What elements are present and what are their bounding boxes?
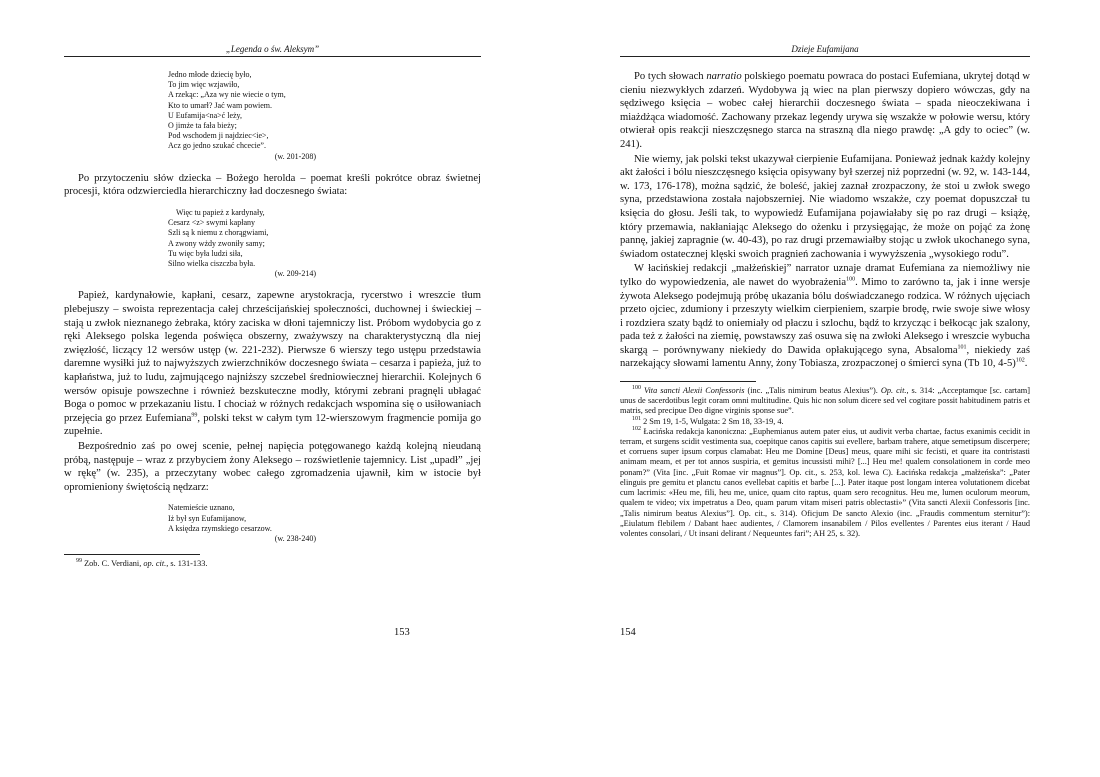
footnote — [620, 417, 1030, 427]
header-rule — [620, 56, 1030, 57]
verse-line: Pod wschodem ji najdziec<ie>, — [168, 131, 269, 141]
paragraph-text — [620, 70, 1030, 152]
verse-line: A rzekąc: „Aza wy nie wiecie o tym, — [168, 90, 286, 100]
paragraph-text-part: Papież, kardynałowie, kapłani, cesarz, zapewne arystokracja, rycerstwo i wreszcie tłum plebejuszy – swoista reprezentacja całej chrześcijańskiej społeczności, duchownej i świeckiej – stają u zwłok nieznanego żebraka, który zaciska w dłoni tajemniczy list. Próbom wydobycia go z ręki Aleksego polska legenda poświęca obszerny, zważywszy na charakterystyczną dla niej zwięzłość, liczący 12 wersów ustęp (w. 221-232). Pierwsze 6 wierszy tego ustępu przedstawia daremne wysiłki już to najwyższych zwierzchników doczesnego świata – cesarza i papieża, już to kapłaństwa, już to ludu, zajmującego najniższy szczebel średniowiecznej hierarchii. Kolejnych 6 wersów opisuje powszechne i również bezskuteczne modły, którymi zebrani pragnęli ubłagać Boga o pomoc w przekazaniu listu. I chociaż w różnych redakcjach wspomina się o usiłowaniach przejęcia go przez Eufemiana — [64, 290, 481, 424]
footnote-area — [620, 381, 1030, 539]
footnote-area — [64, 554, 481, 569]
verse-line: Cesarz <z> swymi kapłany — [168, 218, 255, 228]
right-text-column — [620, 70, 1030, 539]
verse-line: Kto to umarł? Jać wam powiem. — [168, 100, 272, 110]
footnote-text: Łacińska redakcja kanoniczna: „Euphemianus autem pater eius, ut audivit verba chartae, factus exanimis cecidit in terram, et surgens scidit vestimenta sua, coepitque canos capitis sui evellere, barbam trahere, atque semetipsum discerpere; et corruens super ipsum corpus clamabat: Heu me Domine [Deus] meus, quare mihi sic fecisti, et quare ita contristasti animam meam, et per tot annos suspiria, et gemitus incussisti mihi? [...] Heu me! qualem consolationem in corde meo ponam?” (Vita [inc. „Fuit Romae vir magnus”]. Op. cit., s. 253, kol. lewa C). Łacińska redakcja „małżeńska”: „Pater elinguis pre gemitu et planctu canos evellebat capitis et barbe [...]. Pater itaque post longam interea volutationem dicebat cum lacrimis: «Heu me, fili, heu me, unice, quam cito raptus, quam sero recognitus. Heu me, lumen oculorum meorum, qualem te video; vix impetratus a Deo, quam parum vitam miseri patris oblectasti»” (Vita sancti Alexii Confessoris [inc. „Talis nimirum beatus Alexius”]. Op. cit., s. 314). Oficjum De sancto Alexio (inc. „Fraudis commentum sternitur”): „Eiulatum flebilem / Dabant haec audientes, / Clamorem insanabilem / Pilos evellentes / Parentes eius iterant / Haud volentes consolari, / Ut insani delirant / Nequeuntes fari”; AH 25, s. 32). — [620, 426, 1030, 538]
footnote-text: , s. 314: „Acceptamque [sc. cartam] unus de sacerdotibus legit coram omni multitudine. Quis hic non solum dicere sed vel cogitare possit habitudinem patris et matris, sed precipue Deo digne virginis sponse sue”. — [620, 386, 1031, 416]
left-text-column — [64, 70, 481, 569]
page-number: 154 — [620, 627, 636, 638]
italic-term: narratio — [706, 71, 742, 82]
footnote-number: 100 — [632, 385, 641, 392]
verse-reference: (w. 201-208) — [274, 151, 316, 161]
verse-block-3 — [168, 503, 481, 544]
paragraph-text: Nie wiemy, jak polski tekst ukazywał cierpienie Eufamijana. Ponieważ jednak każdy kolejny akt żałości i bólu nieszczęsnego księcia opisywany był szerzej niż poprzedni (w. 92, w. 143-144, w. 173, 176-178), można sądzić, że boleść, jakiej zaznał zrozpaczony, że stoi u zwłok swego syna, przedstawiona została najobszerniej. Nie wiadomo wszakże, czy poemat dopuszczał tu księcia do głosu. Jeśli tak, to wypowiedź Eufamijana pojawiałaby się po raz drugi – książę, który przemawia, nakłaniając Aleksego do ożenku i przysięgając, że może on pojąć za żonę pannę, jakiej zapragnie (w. 40-43), po raz drugi przemawiałby stojąc u zwłok ukochanego syna, świadom ostatecznej klęski swoich pragnień zachowania i wywyższenia „wysokiego rodu”. — [620, 153, 1030, 260]
footnote-number: 102 — [632, 426, 641, 433]
verse-line: Tu więc była ludzi siła, — [168, 248, 243, 258]
footnote-number: 101 — [632, 415, 641, 422]
footnote — [620, 427, 1030, 539]
verse-line: Natemieście uznano, — [168, 503, 235, 513]
verse-line: Więc tu papież z kardynały, — [176, 208, 265, 218]
header-rule — [64, 56, 481, 57]
verse-line: O jimże ta fała bieży; — [168, 121, 237, 131]
verse-line: To jim więc wzjawiło, — [168, 80, 240, 90]
footnote-citation: Op. cit. — [880, 386, 907, 396]
paragraph-text — [620, 262, 1030, 371]
verse-reference: (w. 238-240) — [274, 533, 316, 543]
footnote-text: 2 Sm 19, 1-5, Wulgata: 2 Sm 18, 33-19, 4. — [643, 416, 784, 426]
footnote-marker: 102 — [1015, 357, 1025, 364]
paragraph — [64, 172, 481, 199]
footnote-text: Zob. C. Verdiani, — [84, 559, 144, 569]
paragraph-text-part: Po tych słowach — [634, 71, 707, 82]
footnote-text: , s. 131-133. — [166, 559, 208, 569]
right-page — [550, 0, 1100, 777]
paragraph — [64, 289, 481, 494]
footnote — [620, 386, 1030, 417]
paragraph-text-part: W łacińskiej redakcji „małżeńskiej” narrator uznaje dramat Eufemiana za niemożliwy nie tylko do wypowiedzenia, ale nawet do wyobrażenia — [620, 263, 1030, 288]
footnote-rule — [64, 554, 200, 555]
footnote-text: (inc. „Talis nimirum beatus Alexius”). — [744, 386, 881, 396]
verse-block-2 — [168, 208, 481, 279]
paragraph-text — [64, 289, 481, 439]
verse-line: A zwony wżdy zwoniły samy; — [168, 238, 265, 248]
paragraph-text-part: . — [1024, 358, 1028, 370]
running-head: Dzieje Eufamijana — [791, 44, 859, 54]
running-head: „Legenda o św. Aleksym” — [225, 44, 320, 54]
paragraph-text-part: , polski tekst w całym tym 12-wierszowym fragmencie pomija go zupełnie. — [64, 412, 481, 438]
footnote-marker: 101 — [957, 344, 967, 351]
footnote-citation: Vita sancti Alexii Confessoris — [644, 386, 745, 396]
paragraph-text-part: . Mimo to zarówno ta, jak i inne wersje żywota Aleksego podejmują próbę ukazania bólu doświadczanego rodzica. W różnych ujęciach przeto ojciec, zdumiony i przeszyty wielkim cierpieniem, szarpie brodę, rwie swoje siwe włosy i rozdziera szaty bądź to oniemiały od płaczu i szlochu, bądź to krzycząc i bełkocąc jak szalony, pada też z żałości na ziemię, powstawszy zaś osuwa się na zwłoki Aleksego i wreszcie wybucha skargą – porównywany niekiedy do Dawida opłakującego syna, Absaloma — [620, 276, 1030, 356]
footnote-marker: 99 — [191, 412, 198, 419]
paragraph-text-part: polskiego poematu powraca do postaci Eufemiana, ukrytej dotąd w cieniu niezwykłych zdarzeń. Wydobywa ją wiec na plan pierwszy dopiero wówczas, gdy na sędziwego księcia – wobec całej hierarchii doczesnego świata – spada nieoczekiwana i miażdżąca wiadomość. Zachowany przekaz legendy urywa się wszakże w połowie wersu, który otwierał opis reakcji nieszczęsnego starca na straszną dla niego prawdę: „A gdy to ociec” (w. 241). — [620, 71, 1030, 150]
verse-line: U Eufamija<na>ć leży, — [168, 110, 243, 120]
paragraph-text-part: , niekiedy zaś narzekający słowami lamentu Anny, żony Tobiasza, zrozpaczonej o śmierci syna (Tb 10, 4-5) — [620, 344, 1030, 370]
paragraph-text: Po przytoczeniu słów dziecka – Bożego herolda – poemat kreśli pokrótce obraz świetnej procesji, która odzwierciedla hierarchiczny ład doczesnego świata: — [64, 172, 481, 198]
verse-line: A księdza rzymskiego cesarzow. — [168, 523, 272, 533]
footnote-rule — [620, 381, 756, 382]
footnote-citation: op. cit. — [143, 559, 167, 569]
page-number: 153 — [394, 627, 410, 638]
verse-reference: (w. 209-214) — [274, 269, 316, 279]
verse-line: Jedno młode dziecię było, — [168, 70, 252, 79]
verse-line: Szli są k niemu z chorągwiami, — [168, 228, 269, 238]
footnote-number: 99 — [76, 558, 82, 565]
footnote-marker: 100 — [846, 276, 856, 283]
verse-block-1 — [168, 70, 481, 162]
footnote-list — [64, 559, 481, 569]
verse-line: Iż był syn Eufamijanow, — [168, 513, 247, 523]
verse-line: Silno wielka ciszczba była. — [168, 259, 256, 269]
footnote-list — [620, 386, 1030, 539]
paragraph — [620, 70, 1030, 371]
footnote — [64, 559, 481, 569]
verse-line: Acz go jedno szukać chcecie”. — [168, 141, 266, 151]
paragraph-text: Bezpośrednio zaś po owej scenie, pełnej napięcia potęgowanego każdą kolejną nieudaną próbą, następuje – wraz z przybyciem żony Aleksego – rozświetlenie tajemnicy. List „upadł” „jej w rękę” (w. 235), a przeczytany wobec całego zgromadzenia ujawnił, kim w istocie był opromieniony świętością nędzarz: — [64, 440, 481, 493]
